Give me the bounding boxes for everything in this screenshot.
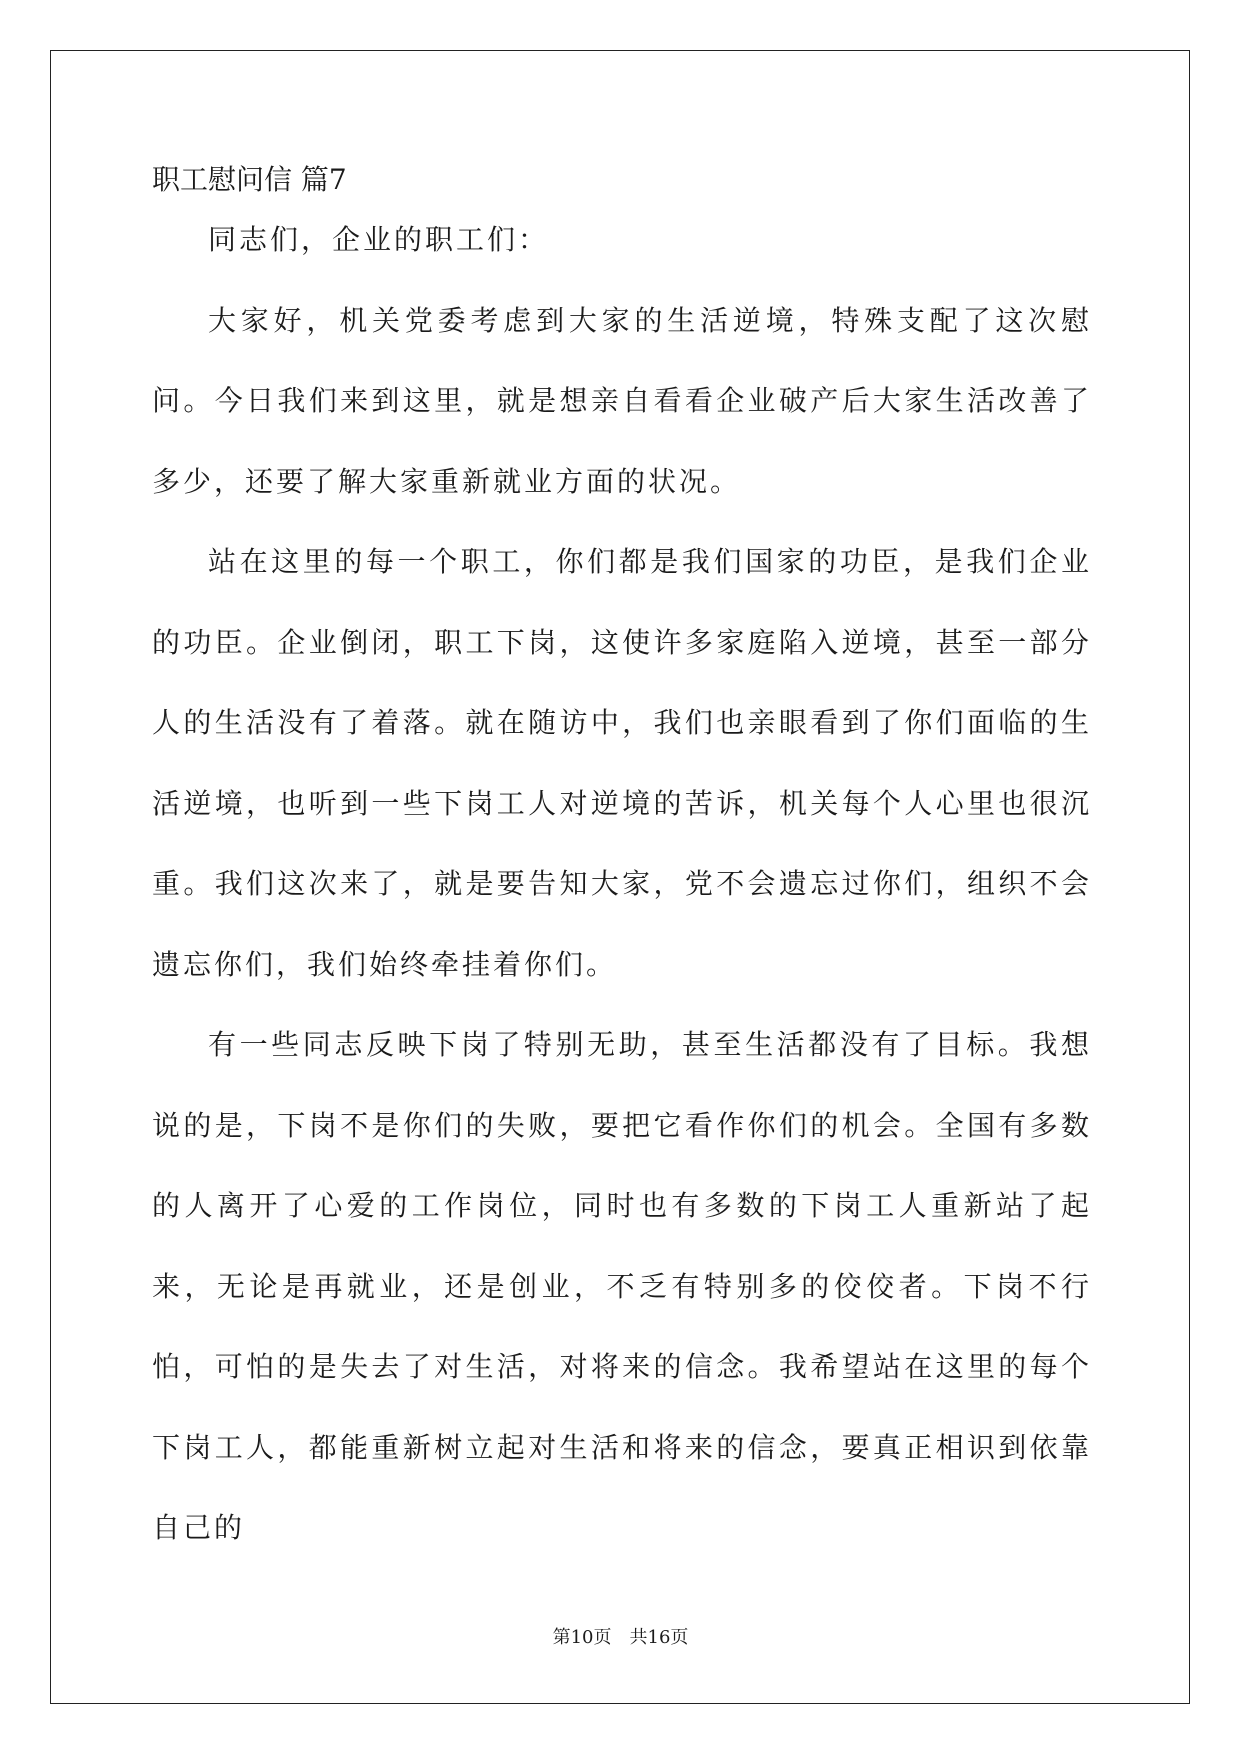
paragraph: 站在这里的每一个职工，你们都是我们国家的功臣，是我们企业的功臣。企业倒闭，职工下岗，这使许多家庭陷入逆境，甚至一部分人的生活没有了着落。就在随访中，我们也亲眼看到了你们面临的生活逆境，也听到一些下岗工人对逆境的苦诉，机关每个人心里也很沉重。我们这次来了，就是要告知大家，党不会遗忘过你们，组织不会遗忘你们，我们始终牵挂着你们。	[152, 545, 1092, 981]
page-number: 第10页	[552, 1627, 612, 1648]
document-body	[152, 160, 1092, 1569]
paragraph-greeting: 同志们，企业的职工们：	[208, 223, 550, 256]
page-total: 共16页	[629, 1627, 689, 1648]
page-footer	[0, 1626, 1241, 1650]
document-title: 职工慰问信 篇7	[152, 163, 347, 196]
paragraph: 有一些同志反映下岗了特别无助，甚至生活都没有了目标。我想说的是，下岗不是你们的失败，要把它看作你们的机会。全国有多数的人离开了心爱的工作岗位，同时也有多数的下岗工人重新站了起来，无论是再就业，还是创业，不乏有特别多的佼佼者。下岗不行怕，可怕的是失去了对生活，对将来的信念。我希望站在这里的每个下岗工人，都能重新树立起对生活和将来的信念，要真正相识到依靠自己的	[152, 1028, 1092, 1544]
paragraph: 大家好，机关党委考虑到大家的生活逆境，特殊支配了这次慰问。今日我们来到这里，就是想亲自看看企业破产后大家生活改善了多少，还要了解大家重新就业方面的状况。	[152, 303, 1092, 498]
